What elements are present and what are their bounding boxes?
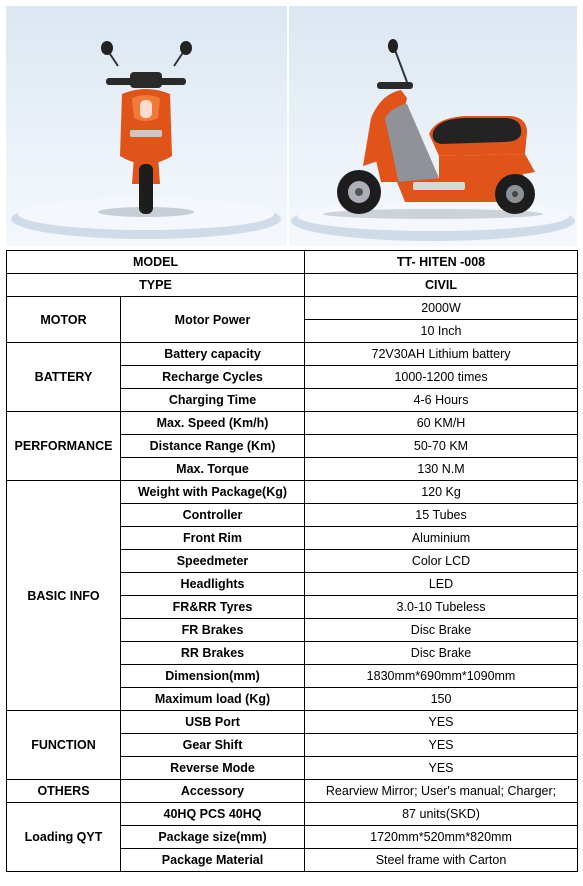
spec-value: Rearview Mirror; User's manual; Charger; [305, 780, 578, 803]
spec-value: 60 KM/H [305, 412, 578, 435]
spec-label: RR Brakes [121, 642, 305, 665]
spec-row [7, 481, 578, 504]
spec-value: 3.0-10 Tubeless [305, 596, 578, 619]
spec-value: 15 Tubes [305, 504, 578, 527]
spec-value: Disc Brake [305, 619, 578, 642]
spec-value: YES [305, 757, 578, 780]
header-label: TYPE [7, 274, 305, 297]
spec-label: Dimension(mm) [121, 665, 305, 688]
spec-label: Accessory [121, 780, 305, 803]
spec-row [7, 412, 578, 435]
spec-value: 1830mm*690mm*1090mm [305, 665, 578, 688]
spec-value: Color LCD [305, 550, 578, 573]
scooter-front-photo [6, 6, 287, 246]
spec-value: 1000-1200 times [305, 366, 578, 389]
spec-value: Aluminium [305, 527, 578, 550]
spec-label: Max. Torque [121, 458, 305, 481]
spec-label: Weight with Package(Kg) [121, 481, 305, 504]
spec-value: 87 units(SKD) [305, 803, 578, 826]
header-value: TT- HITEN -008 [305, 251, 578, 274]
spec-label: 40HQ PCS 40HQ [121, 803, 305, 826]
spec-value: 4-6 Hours [305, 389, 578, 412]
spec-label: FR Brakes [121, 619, 305, 642]
spec-value: 1720mm*520mm*820mm [305, 826, 578, 849]
group-name: MOTOR [7, 297, 121, 343]
spec-label: Gear Shift [121, 734, 305, 757]
specification-table [6, 250, 578, 872]
group-name: BASIC INFO [7, 481, 121, 711]
spec-label: Charging Time [121, 389, 305, 412]
spec-value: LED [305, 573, 578, 596]
spec-label: Speedmeter [121, 550, 305, 573]
header-row [7, 274, 578, 297]
spec-label: Package Material [121, 849, 305, 872]
spec-label: Headlights [121, 573, 305, 596]
spec-value: 150 [305, 688, 578, 711]
spec-value: 2000W [305, 297, 578, 320]
spec-row [7, 711, 578, 734]
spec-value: 130 N.M [305, 458, 578, 481]
spec-label: Reverse Mode [121, 757, 305, 780]
spec-row [7, 803, 578, 826]
spec-value: 50-70 KM [305, 435, 578, 458]
spec-value: YES [305, 734, 578, 757]
group-name: PERFORMANCE [7, 412, 121, 481]
spec-label: Front Rim [121, 527, 305, 550]
header-value: CIVIL [305, 274, 578, 297]
spec-value: Steel frame with Carton [305, 849, 578, 872]
product-photos [6, 6, 577, 246]
spec-label: Battery capacity [121, 343, 305, 366]
group-name: OTHERS [7, 780, 121, 803]
group-name: BATTERY [7, 343, 121, 412]
scooter-side-photo [289, 6, 577, 246]
spec-row [7, 297, 578, 320]
spec-value: Disc Brake [305, 642, 578, 665]
group-name: Loading QYT [7, 803, 121, 872]
spec-label: FR&RR Tyres [121, 596, 305, 619]
spec-label: Package size(mm) [121, 826, 305, 849]
spec-value: 10 Inch [305, 320, 578, 343]
spec-label: Max. Speed (Km/h) [121, 412, 305, 435]
spec-label: Motor Power [121, 297, 305, 343]
spec-row [7, 343, 578, 366]
spec-label: Recharge Cycles [121, 366, 305, 389]
spec-label: Distance Range (Km) [121, 435, 305, 458]
spec-value: 120 Kg [305, 481, 578, 504]
group-name: FUNCTION [7, 711, 121, 780]
header-row [7, 251, 578, 274]
spec-label: USB Port [121, 711, 305, 734]
spec-value: YES [305, 711, 578, 734]
header-label: MODEL [7, 251, 305, 274]
scooter-side-illustration [289, 6, 577, 246]
spec-value: 72V30AH Lithium battery [305, 343, 578, 366]
spec-label: Maximum load (Kg) [121, 688, 305, 711]
spec-row [7, 780, 578, 803]
scooter-front-illustration [6, 6, 287, 246]
spec-label: Controller [121, 504, 305, 527]
